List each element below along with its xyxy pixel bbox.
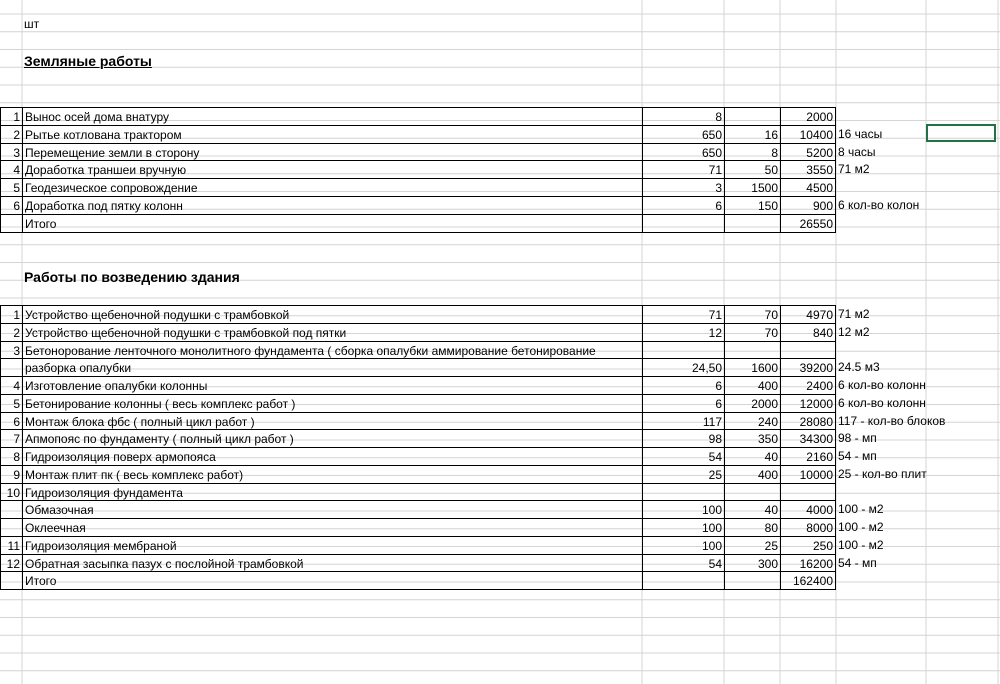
row-number-cell[interactable]: 9 (0, 465, 22, 483)
sum-cell[interactable]: 2000 (780, 107, 836, 125)
work-name-cell[interactable]: Перемещение земли в сторону (22, 143, 642, 161)
note-cell[interactable]: 6 кол-во колонн (838, 395, 926, 410)
quantity-cell[interactable] (642, 571, 724, 590)
row-number-cell[interactable]: 2 (0, 125, 22, 143)
quantity-cell[interactable] (642, 341, 724, 359)
note-cell[interactable]: 100 - м2 (838, 502, 884, 517)
price-cell[interactable]: 70 (724, 305, 780, 323)
sum-cell[interactable]: 34300 (780, 429, 836, 447)
price-cell[interactable]: 240 (724, 412, 780, 430)
quantity-cell[interactable]: 25 (642, 465, 724, 483)
work-name-cell[interactable]: Апмопояс по фундаменту ( полный цикл работ ) (22, 429, 642, 447)
table-row (0, 447, 1000, 465)
sum-cell[interactable]: 10400 (780, 125, 836, 143)
row-number-cell[interactable] (0, 358, 22, 376)
note-cell[interactable]: 117 - кол-во блоков (838, 413, 946, 428)
row-number-cell[interactable]: 6 (0, 412, 22, 430)
table-row (0, 341, 1000, 359)
note-cell[interactable]: 12 м2 (838, 324, 870, 339)
quantity-cell[interactable]: 54 (642, 447, 724, 465)
price-cell[interactable]: 1600 (724, 358, 780, 376)
note-cell[interactable]: 8 часы (838, 144, 876, 159)
sum-cell[interactable]: 4000 (780, 500, 836, 518)
quantity-cell[interactable]: 100 (642, 500, 724, 518)
sum-cell[interactable] (780, 341, 836, 359)
unit-label-cell[interactable]: шт (24, 17, 40, 31)
table-row (0, 125, 1000, 143)
quantity-cell[interactable]: 100 (642, 518, 724, 536)
price-cell[interactable] (724, 341, 780, 359)
price-cell[interactable]: 150 (724, 196, 780, 214)
work-name-cell[interactable]: Устройство щебеночной подушки с трамбовкой под пятки (22, 323, 642, 341)
sum-cell[interactable]: 250 (780, 536, 836, 554)
unit-row (0, 15, 1000, 33)
quantity-cell[interactable]: 6 (642, 376, 724, 394)
row-number-cell[interactable]: 5 (0, 178, 22, 196)
work-name-cell[interactable]: Обмазочная (22, 500, 642, 518)
quantity-cell[interactable]: 6 (642, 394, 724, 412)
note-cell[interactable] (836, 178, 1000, 196)
table-row (0, 107, 1000, 125)
sum-cell[interactable]: 2160 (780, 447, 836, 465)
price-cell[interactable] (724, 483, 780, 501)
work-name-cell[interactable]: Бетонирование колонны ( весь комплекс работ ) (22, 394, 642, 412)
quantity-cell[interactable]: 54 (642, 554, 724, 572)
price-cell[interactable]: 16 (724, 125, 780, 143)
note-cell[interactable]: 25 - кол-во плит (838, 466, 927, 481)
table-row (0, 554, 1000, 572)
work-name-cell[interactable]: Гидроизоляция поверх армопояса (22, 447, 642, 465)
sum-cell[interactable]: 12000 (780, 394, 836, 412)
work-name-cell[interactable]: Доработка траншеи вручную (22, 160, 642, 178)
price-cell[interactable]: 80 (724, 518, 780, 536)
section2-title-row (0, 268, 1000, 286)
work-name-cell[interactable]: Монтаж плит пк ( весь комплекс работ) (22, 465, 642, 483)
price-cell[interactable]: 2000 (724, 394, 780, 412)
sum-cell[interactable] (780, 483, 836, 501)
price-cell[interactable] (724, 571, 780, 590)
sum-cell[interactable]: 39200 (780, 358, 836, 376)
sum-cell[interactable]: 4500 (780, 178, 836, 196)
quantity-cell[interactable]: 71 (642, 305, 724, 323)
note-cell[interactable] (836, 214, 1000, 232)
total-sum-cell[interactable]: 162400 (780, 571, 836, 590)
price-cell[interactable]: 8 (724, 143, 780, 161)
work-name-cell[interactable]: Оклеечная (22, 518, 642, 536)
note-cell[interactable]: 98 - мп (838, 431, 877, 446)
table-row (0, 536, 1000, 554)
price-cell[interactable]: 25 (724, 536, 780, 554)
table-row (0, 483, 1000, 501)
total-sum-cell[interactable]: 26550 (780, 214, 836, 233)
sum-cell[interactable]: 4970 (780, 305, 836, 323)
quantity-cell[interactable]: 650 (642, 143, 724, 161)
work-name-cell[interactable]: Гидроизоляция мембраной (22, 536, 642, 554)
price-cell[interactable] (724, 107, 780, 125)
section2-title[interactable]: Работы по возведению здания (24, 269, 240, 285)
table-row (0, 143, 1000, 161)
work-name-cell[interactable]: Вынос осей дома внатуру (22, 107, 642, 125)
note-cell[interactable]: 6 кол-во колонн (838, 378, 926, 392)
total-label-cell[interactable]: Итого (22, 571, 642, 590)
work-name-cell[interactable]: Обратная засыпка пазух с послойной трамбовкой (22, 554, 642, 572)
sum-cell[interactable]: 8000 (780, 518, 836, 536)
table-row (0, 394, 1000, 412)
table-row (0, 465, 1000, 483)
row-number-cell[interactable]: 12 (0, 554, 22, 572)
price-cell[interactable]: 400 (724, 465, 780, 483)
table-row (0, 518, 1000, 536)
quantity-cell[interactable] (642, 483, 724, 501)
work-name-cell[interactable]: Изготовление опалубки колонны (22, 376, 642, 394)
price-cell[interactable]: 1500 (724, 178, 780, 196)
section1-title-row (0, 52, 1000, 70)
section1-title[interactable]: Земляные работы (24, 53, 152, 69)
row-number-cell[interactable] (0, 518, 22, 536)
row-number-cell[interactable]: 1 (0, 107, 22, 125)
row-number-cell[interactable]: 5 (0, 394, 22, 412)
note-cell[interactable]: 100 - м2 (838, 537, 884, 552)
table-row (0, 358, 1000, 376)
row-number-cell[interactable]: 10 (0, 483, 22, 501)
note-cell[interactable] (836, 107, 1000, 125)
table-row (0, 429, 1000, 447)
sum-cell[interactable]: 3550 (780, 160, 836, 178)
table-row (0, 178, 1000, 196)
price-cell[interactable]: 40 (724, 447, 780, 465)
work-name-cell[interactable]: Устройство щебеночной подушки с трамбовкой (22, 305, 642, 323)
quantity-cell[interactable]: 117 (642, 412, 724, 430)
table-row (0, 412, 1000, 430)
price-cell[interactable]: 300 (724, 554, 780, 572)
price-cell[interactable]: 350 (724, 429, 780, 447)
quantity-cell[interactable]: 8 (642, 107, 724, 125)
price-cell[interactable]: 40 (724, 500, 780, 518)
note-cell[interactable]: 6 кол-во колон (838, 197, 920, 212)
table-row (0, 376, 1000, 394)
note-cell[interactable]: 16 часы (838, 126, 883, 141)
note-cell[interactable]: 54 - мп (838, 555, 877, 570)
quantity-cell[interactable] (642, 214, 724, 233)
work-name-cell[interactable]: разборка опалубки (22, 358, 642, 376)
price-cell[interactable] (724, 214, 780, 233)
work-name-cell[interactable]: Рытье котлована трактором (22, 125, 642, 143)
note-cell[interactable]: 24.5 м3 (838, 360, 880, 375)
row-number-cell[interactable] (0, 214, 22, 233)
work-name-cell[interactable]: Монтаж блока фбс ( полный цикл работ ) (22, 412, 642, 430)
price-cell[interactable]: 50 (724, 160, 780, 178)
row-number-cell[interactable]: 11 (0, 536, 22, 554)
quantity-cell[interactable]: 3 (642, 178, 724, 196)
row-number-cell[interactable]: 7 (0, 429, 22, 447)
sum-cell[interactable]: 10000 (780, 465, 836, 483)
row-number-cell[interactable]: 3 (0, 341, 22, 359)
note-cell[interactable] (836, 571, 1000, 589)
quantity-cell[interactable]: 71 (642, 160, 724, 178)
row-number-cell[interactable]: 3 (0, 143, 22, 161)
work-name-cell[interactable]: Геодезическое сопровождение (22, 178, 642, 196)
total-label-cell[interactable]: Итого (22, 214, 642, 233)
table-row (0, 500, 1000, 518)
table-row (0, 196, 1000, 214)
quantity-cell[interactable]: 100 (642, 536, 724, 554)
row-number-cell[interactable]: 4 (0, 376, 22, 394)
selected-cell[interactable] (926, 124, 996, 142)
work-name-cell[interactable]: Доработка под пятку колонн (22, 196, 642, 214)
price-cell[interactable]: 400 (724, 376, 780, 394)
note-cell[interactable] (836, 341, 1000, 359)
sum-cell[interactable]: 16200 (780, 554, 836, 572)
quantity-cell[interactable]: 12 (642, 323, 724, 341)
table-row (0, 305, 1000, 323)
price-cell[interactable]: 70 (724, 323, 780, 341)
sum-cell[interactable]: 2400 (780, 376, 836, 394)
note-cell[interactable]: 71 м2 (838, 162, 870, 177)
row-number-cell[interactable]: 1 (0, 305, 22, 323)
quantity-cell[interactable]: 98 (642, 429, 724, 447)
table-row (0, 323, 1000, 341)
sum-cell[interactable]: 900 (780, 196, 836, 214)
quantity-cell[interactable]: 24,50 (642, 358, 724, 376)
note-cell[interactable]: 71 м2 (838, 307, 870, 321)
row-number-cell[interactable]: 2 (0, 323, 22, 341)
work-name-cell[interactable]: Бетонорование ленточного монолитного фундамента ( сборка опалубки аммирование бетонирование (22, 341, 642, 359)
row-number-cell[interactable] (0, 500, 22, 518)
quantity-cell[interactable]: 6 (642, 196, 724, 214)
sum-cell[interactable]: 5200 (780, 143, 836, 161)
sum-cell[interactable]: 840 (780, 323, 836, 341)
row-number-cell[interactable]: 6 (0, 196, 22, 214)
sum-cell[interactable]: 28080 (780, 412, 836, 430)
work-name-cell[interactable]: Гидроизоляция фундамента (22, 483, 642, 501)
note-cell[interactable]: 100 - м2 (838, 520, 884, 534)
row-number-cell[interactable]: 8 (0, 447, 22, 465)
row-number-cell[interactable] (0, 571, 22, 590)
table-row (0, 160, 1000, 178)
quantity-cell[interactable]: 650 (642, 125, 724, 143)
total-row (0, 571, 1000, 589)
row-number-cell[interactable]: 4 (0, 160, 22, 178)
note-cell[interactable] (836, 483, 1000, 501)
note-cell[interactable]: 54 - мп (838, 449, 877, 463)
total-row (0, 214, 1000, 232)
